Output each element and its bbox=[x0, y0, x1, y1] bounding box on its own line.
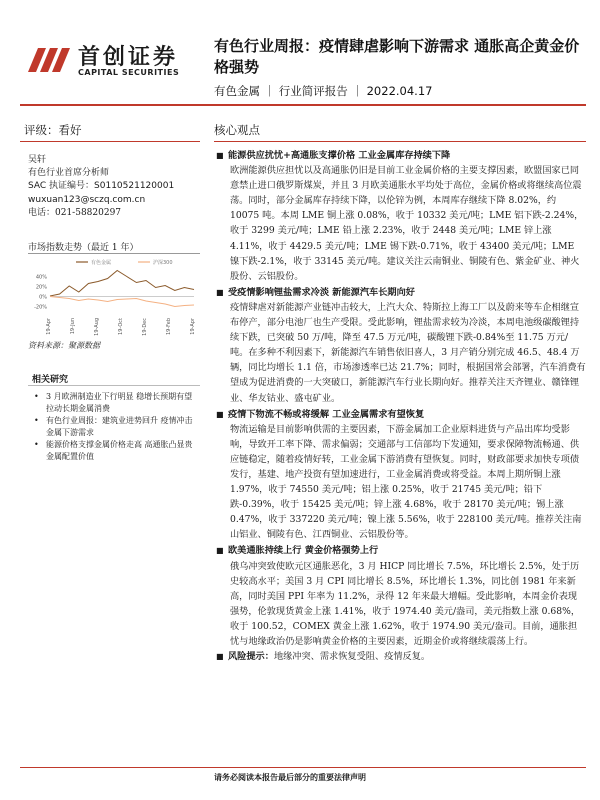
related-divider bbox=[28, 385, 200, 386]
rating bbox=[24, 122, 82, 138]
analyst-sac: SAC 执证编号：S0110521120001 bbox=[28, 181, 175, 192]
core-view-title: 核心观点 bbox=[214, 123, 260, 137]
section-lithium bbox=[214, 285, 586, 406]
related-item[interactable]: • 3 月欧洲制造业下行明显 稳增长预期有望拉动长期金属消费 bbox=[34, 392, 193, 413]
x-tick-label: 19-Oct bbox=[118, 318, 124, 335]
section-body: 物流运输是目前影响供需的主要因素，下游金属加工企业原料进货与产品出库均受影响，导致开工率下降、需求偏弱；交通部与工信部均下发通知，要求保障物流畅通、供应链稳定，随着疫情好转，工业金属下游消费有望恢复。同时，财政部要求加快专项债发行，基建、地产投资有望加速进行，工业金属消费或将受益。本周上期所铜上涨 1.97%，收于 74550 美元/吨；铝上涨 0.25%，收于 21745 美元/吨；铅下跌-0.39%，收于 15425 美元/吨；锌上涨 4.68%，收于 28170 美元/吨；锡上涨 0.47%，收于 337220 美元/吨；镍上涨 5.56%，收于 228100 美元/吨。推荐关注南山铝业、铜陵有色、江西铜业、云铝股份等。 bbox=[230, 423, 582, 541]
related-research-title: 相关研究 bbox=[32, 375, 69, 385]
rating-label: 评级： bbox=[24, 123, 59, 137]
chart-source: 资料来源：聚源数据 bbox=[28, 341, 100, 350]
section-title: 受疫情影响锂盐需求冷淡 新能源汽车长期向好 bbox=[228, 286, 415, 298]
section-body: 俄乌冲突致使欧元区通胀恶化，3 月 HICP 同比增长 7.5%，环比增长 2.5%，处于历史较高水平；美国 3 月 CPI 同比增长 8.5%，环比增长 1.3%，同比创 1981 年来新高，同时美国 PPI 年率为 11.2%，录得 12 年来最大增幅。受此影响，本周金价表现强势，伦敦现货黄金上涨 1.41%，收于 1974.40 美元/盎司，美元指数上涨 0.68%，收于 100.52，COMEX 黄金上涨 1.62%，收于 1974.90 美元/盎司。目前，通胀担忧与地缘政治仍是影响黄金价格的主要因素，近期金价或将继续震荡上行。 bbox=[230, 560, 581, 647]
bullet-dot-icon: • bbox=[34, 416, 39, 425]
section-gold bbox=[214, 543, 586, 649]
section-title: 能源供应扰忧+高通胀支撑价格 工业金属库存持续下降 bbox=[228, 150, 451, 161]
x-tick-label: 19-Dec bbox=[142, 318, 148, 336]
header-divider bbox=[20, 104, 586, 106]
section-title: 疫情下物流不畅或将缓解 工业金属需求有望恢复 bbox=[228, 408, 425, 420]
x-tick-label: 19-Feb bbox=[166, 318, 172, 336]
footer-disclaimer: 请务必阅读本报告最后部分的重要法律声明 bbox=[214, 772, 366, 782]
logo-mark-icon bbox=[24, 42, 72, 78]
x-tick-label: 19-Aug bbox=[94, 318, 100, 336]
section-body: 欧洲能源供应担忧以及高通胀仍旧是目前工业金属价格的主要支撑因素，欧盟国家已同意禁止进口俄罗斯煤炭，并且 3 月欧美通胀水平均处于高位，金属价格或将继续高位震荡。同时，部分金属库存持续下降，以伦锌为例，本周库存继续下降 8.02%，约 10075 吨。本周 LME 铜上涨 0.08%，收于 10332 美元/吨；LME 铝下跌-2.24%，收于 3299 美元/吨；LME 铅上涨 2.23%，收于 2448 美元/吨；LME 锌上涨 4.11%，收于 4429.5 美元/吨；LME 锡下跌-0.71%，收于 43400 美元/吨；LME 镍下跌-2.1%，收于 33145 美元/吨。建议关注云南铜业、铜陵有色、紫金矿业、神火股份、云铝股份。 bbox=[230, 165, 584, 282]
logo-text-en: CAPITAL SECURITIES bbox=[78, 68, 180, 77]
section-title: 欧美通胀持续上行 黄金价格强势上行 bbox=[228, 545, 379, 557]
rating-value: 看好 bbox=[58, 123, 82, 137]
analyst-email[interactable]: wuxuan123@sczq.com.cn bbox=[28, 194, 146, 205]
risk-body: 地缘冲突、需求恢复受阻、疫情反复。 bbox=[273, 651, 431, 663]
legend-label: 有色金属 bbox=[91, 260, 112, 266]
core-view-divider bbox=[214, 141, 586, 142]
chart-title: 市场指数走势（最近 1 年） bbox=[28, 243, 139, 253]
x-tick-label: 19-Jun bbox=[70, 318, 76, 335]
square-bullet-icon: ■ bbox=[216, 287, 224, 297]
chart-title-divider bbox=[28, 253, 200, 254]
x-tick-label: 19-Apr bbox=[190, 318, 196, 335]
square-bullet-icon: ■ bbox=[216, 546, 224, 556]
logo-text-cn: 首创证券 bbox=[78, 45, 179, 70]
related-item[interactable]: • 能源价格支撑金属价格走高 高通胀凸显贵金属配置价值 bbox=[34, 440, 193, 461]
y-tick-label: -20% bbox=[34, 304, 47, 311]
square-bullet-icon: ■ bbox=[216, 409, 224, 419]
analyst-name: 吴轩 bbox=[28, 155, 47, 165]
core-view-content bbox=[214, 148, 586, 664]
bullet-dot-icon: • bbox=[34, 392, 39, 401]
related-research-list bbox=[30, 391, 200, 463]
legend-label: 沪深300 bbox=[153, 260, 173, 266]
market-index-chart bbox=[28, 256, 200, 340]
square-bullet-icon: ■ bbox=[216, 151, 224, 160]
analyst-info bbox=[28, 154, 198, 220]
x-tick-label: 19-Apr bbox=[46, 318, 52, 335]
bullet-dot-icon: • bbox=[34, 440, 39, 449]
section-logistics bbox=[214, 407, 586, 543]
report-title: 有色行业周报：疫情肆虐影响下游需求 通胀高企黄金价格强势 bbox=[214, 37, 580, 76]
risk-warning bbox=[214, 649, 586, 664]
report-subline: 有色金属 ｜ 行业简评报告 ｜ 2022.04.17 bbox=[214, 84, 433, 98]
y-tick-label: 40% bbox=[35, 274, 47, 281]
section-energy bbox=[214, 148, 586, 284]
company-logo bbox=[24, 38, 204, 98]
risk-title: 风险提示： bbox=[228, 651, 274, 663]
related-item[interactable]: • 有色行业周报：建筑业进势回升 疫情冲击金属下游需求 bbox=[34, 416, 193, 437]
series-line-0 bbox=[50, 271, 194, 297]
y-tick-label: 20% bbox=[35, 284, 47, 291]
footer-divider bbox=[20, 767, 586, 768]
section-body: 疫情肆虐对新能源产业链冲击较大，上汽大众、特斯拉上海工厂以及蔚来等车企相继宣布停产，部分电池厂也生产受限。受此影响，锂盐需求较为冷淡，本周电池级碳酸锂持续下跌，已突破 50 万/吨，降至 47.5 万元/吨，碳酸锂下跌-0.84%至 11.75 万元/吨。在多种不利因素下，新能源汽车销售依旧喜人，3 月产销分别完成 46.5、48.4 万辆，同比均增长 1.1 倍，市场渗透率已达 21.7%；同时，根据国常会部署，汽车消费有望成为促进消费的一大突破口，新能源汽车行业长期向好。推荐关注天齐锂业、赣锋锂业、华友钴业、盛屯矿业。 bbox=[230, 301, 586, 404]
analyst-role: 有色行业首席分析师 bbox=[28, 168, 110, 179]
rating-divider bbox=[20, 141, 200, 142]
series-line-1 bbox=[50, 297, 194, 307]
analyst-phone: 电话：021-58820297 bbox=[28, 207, 122, 218]
y-tick-label: 0% bbox=[39, 294, 47, 301]
square-bullet-icon: ■ bbox=[216, 652, 224, 662]
